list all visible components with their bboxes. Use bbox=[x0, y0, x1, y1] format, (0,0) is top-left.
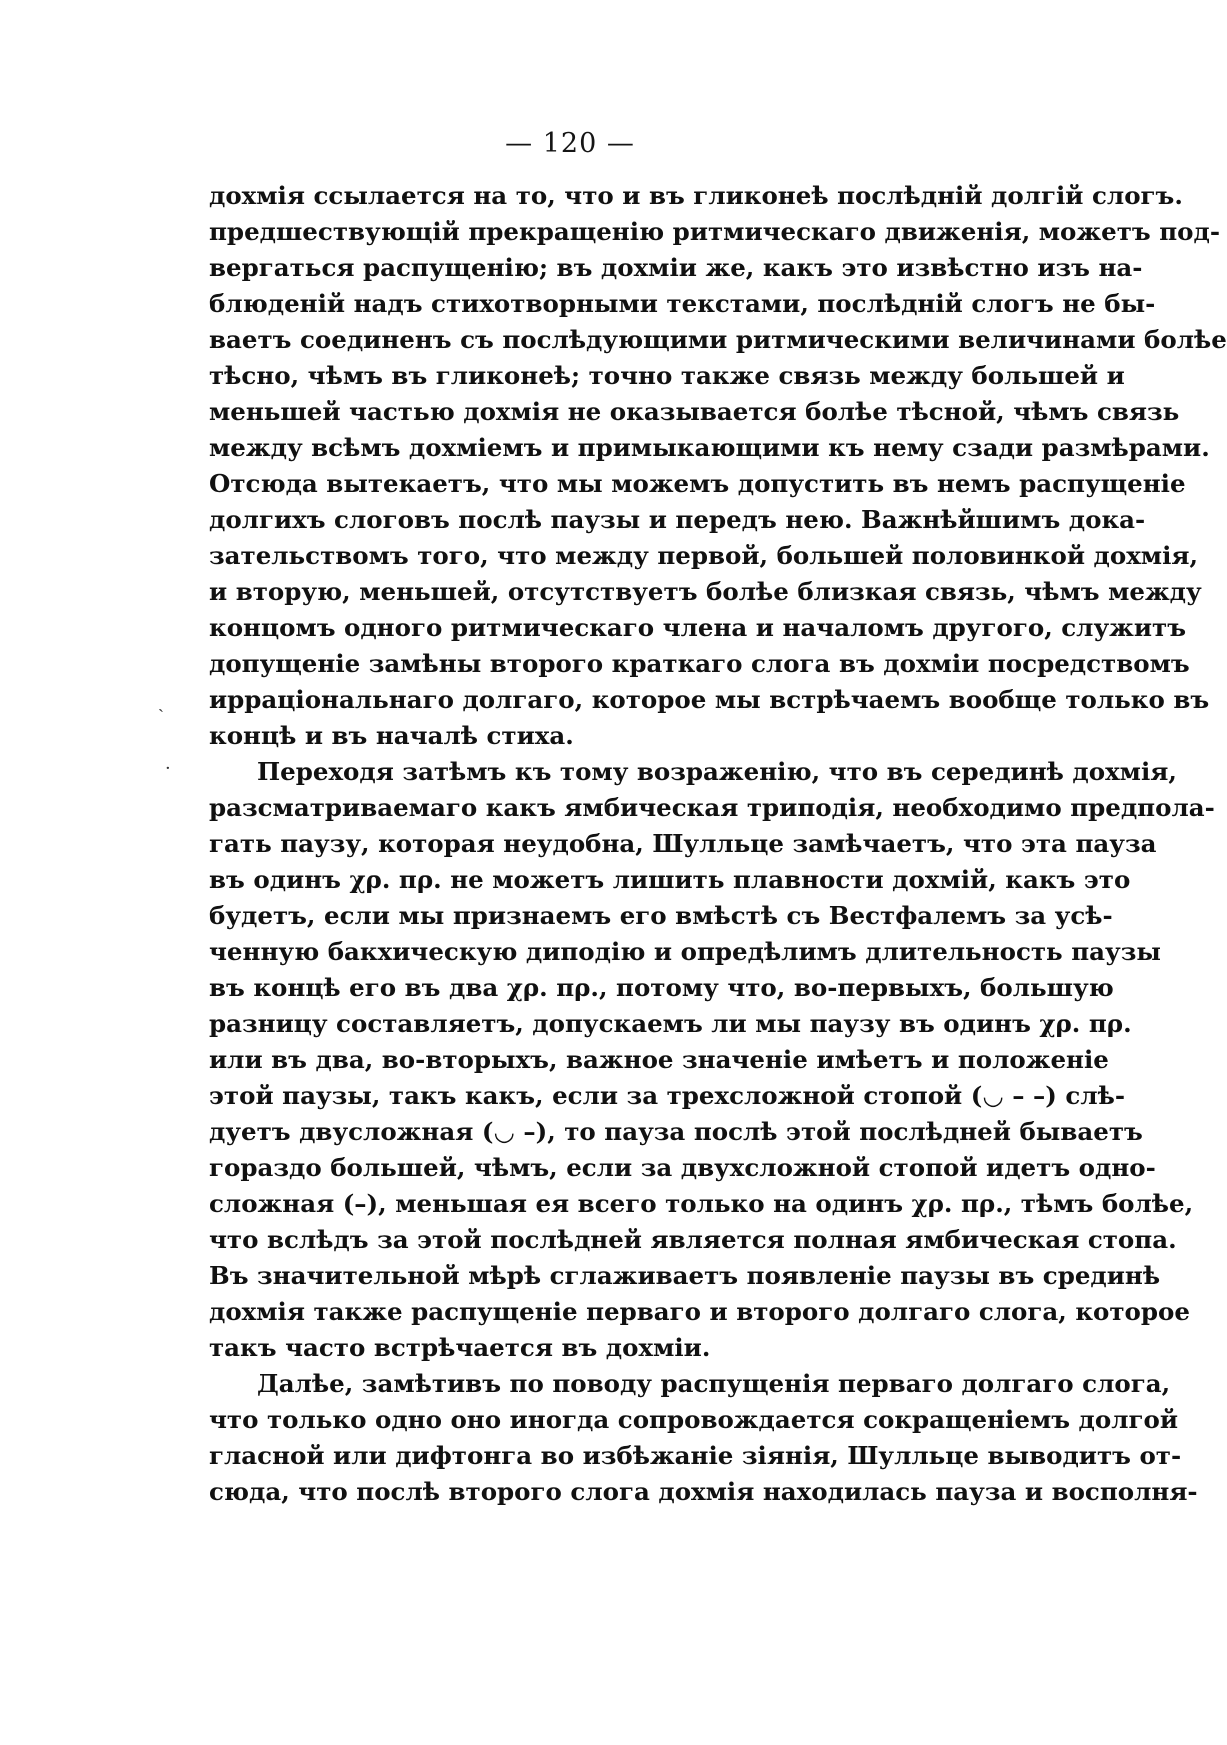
text-line: дохмія ссылается на то, что и въ гликонеѣ послѣдній долгій слогъ. bbox=[209, 181, 1183, 210]
paragraph bbox=[209, 754, 1215, 1366]
text-line: сюда, что послѣ второго слога дохмія находилась пауза и восполня- bbox=[209, 1477, 1198, 1506]
text-line: Въ значительной мѣрѣ сглаживаетъ появленіе паузы въ срединѣ bbox=[209, 1261, 1161, 1290]
text-line: будетъ, если мы признаемъ его вмѣстѣ съ Вестфалемъ за усѣ- bbox=[209, 901, 1113, 930]
body-text bbox=[209, 178, 1227, 1510]
text-line: зательствомъ того, что между первой, большей половинкой дохмія, bbox=[209, 541, 1199, 570]
text-line: блюденій надъ стихотворными текстами, послѣдній слогъ не бы- bbox=[209, 289, 1156, 318]
text-line: сложная (–), меньшая ея всего только на одинъ χρ. πρ., тѣмъ болѣе, bbox=[209, 1189, 1194, 1218]
text-line: Переходя затѣмъ къ тому возраженію, что въ серединѣ дохмія, bbox=[257, 757, 1177, 786]
text-line: гласной или дифтонга во избѣжаніе зіянія, Шулльце выводитъ от- bbox=[209, 1441, 1182, 1470]
text-line: гораздо большей, чѣмъ, если за двухсложной стопой идетъ одно- bbox=[209, 1153, 1156, 1182]
text-line: въ одинъ χρ. πρ. не можетъ лишить плавности дохмій, какъ это bbox=[209, 865, 1131, 894]
text-line: допущеніе замѣны второго краткаго слога въ дохміи посредствомъ bbox=[209, 649, 1190, 678]
text-line: ирраціональнаго долгаго, которое мы встрѣчаемъ вообще только въ bbox=[209, 685, 1210, 714]
text-line: дуетъ двусложная (◡ –), то пауза послѣ этой послѣдней бываетъ bbox=[209, 1117, 1143, 1146]
text-line: дохмія также распущеніе перваго и второго долгаго слога, которое bbox=[209, 1297, 1190, 1326]
text-line: что только одно оно иногда сопровождается сокращеніемъ долгой bbox=[209, 1405, 1179, 1434]
text-line: предшествующій прекращенію ритмическаго движенія, можетъ под- bbox=[209, 217, 1220, 246]
text-line: концѣ и въ началѣ стиха. bbox=[209, 721, 574, 750]
text-line: Далѣе, замѣтивъ по поводу распущенія перваго долгаго слога, bbox=[257, 1369, 1171, 1398]
margin-mark: ˎ bbox=[158, 692, 164, 713]
text-line: долгихъ слоговъ послѣ паузы и передъ нею. Важнѣйшимъ дока- bbox=[209, 505, 1146, 534]
text-line: меньшей частью дохмія не оказывается болѣе тѣсной, чѣмъ связь bbox=[209, 397, 1180, 426]
text-line: ченную бакхическую диподію и опредѣлимъ длительность паузы bbox=[209, 937, 1161, 966]
text-line: вергаться распущенію; въ дохміи же, какъ это извѣстно изъ на- bbox=[209, 253, 1143, 282]
text-line: и вторую, меньшей, отсутствуетъ болѣе близкая связь, чѣмъ между bbox=[209, 577, 1202, 606]
text-line: такъ часто встрѣчается въ дохміи. bbox=[209, 1333, 711, 1362]
paragraph bbox=[209, 1366, 1198, 1510]
text-line: разсматриваемаго какъ ямбическая триподія, необходимо предпола- bbox=[209, 793, 1215, 822]
text-line: Отсюда вытекаетъ, что мы можемъ допустить въ немъ распущеніе bbox=[209, 469, 1186, 498]
text-line: или въ два, во-вторыхъ, важное значеніе имѣетъ и положеніе bbox=[209, 1045, 1109, 1074]
text-line: въ концѣ его въ два χρ. πρ., потому что, во-первыхъ, большую bbox=[209, 973, 1114, 1002]
text-line: этой паузы, такъ какъ, если за трехсложной стопой (◡ – –) слѣ- bbox=[209, 1081, 1125, 1110]
text-line: гать паузу, которая неудобна, Шулльце замѣчаетъ, что эта пауза bbox=[209, 829, 1157, 858]
text-line: концомъ одного ритмическаго члена и началомъ другого, служитъ bbox=[209, 613, 1187, 642]
text-line: ваетъ соединенъ съ послѣдующими ритмическими величинами болѣе bbox=[209, 325, 1227, 354]
text-line: что вслѣдъ за этой послѣдней является полная ямбическая стопа. bbox=[209, 1225, 1177, 1254]
text-line: тѣсно, чѣмъ въ гликонеѣ; точно также связь между большей и bbox=[209, 361, 1125, 390]
text-line: между всѣмъ дохміемъ и примыкающими къ нему сзади размѣрами. bbox=[209, 433, 1210, 462]
margin-dot: · bbox=[165, 758, 171, 779]
text-line: разницу составляетъ, допускаемъ ли мы паузу въ одинъ χρ. πρ. bbox=[209, 1009, 1132, 1038]
page-number: — 120 — bbox=[505, 128, 635, 159]
paragraph bbox=[209, 178, 1227, 754]
